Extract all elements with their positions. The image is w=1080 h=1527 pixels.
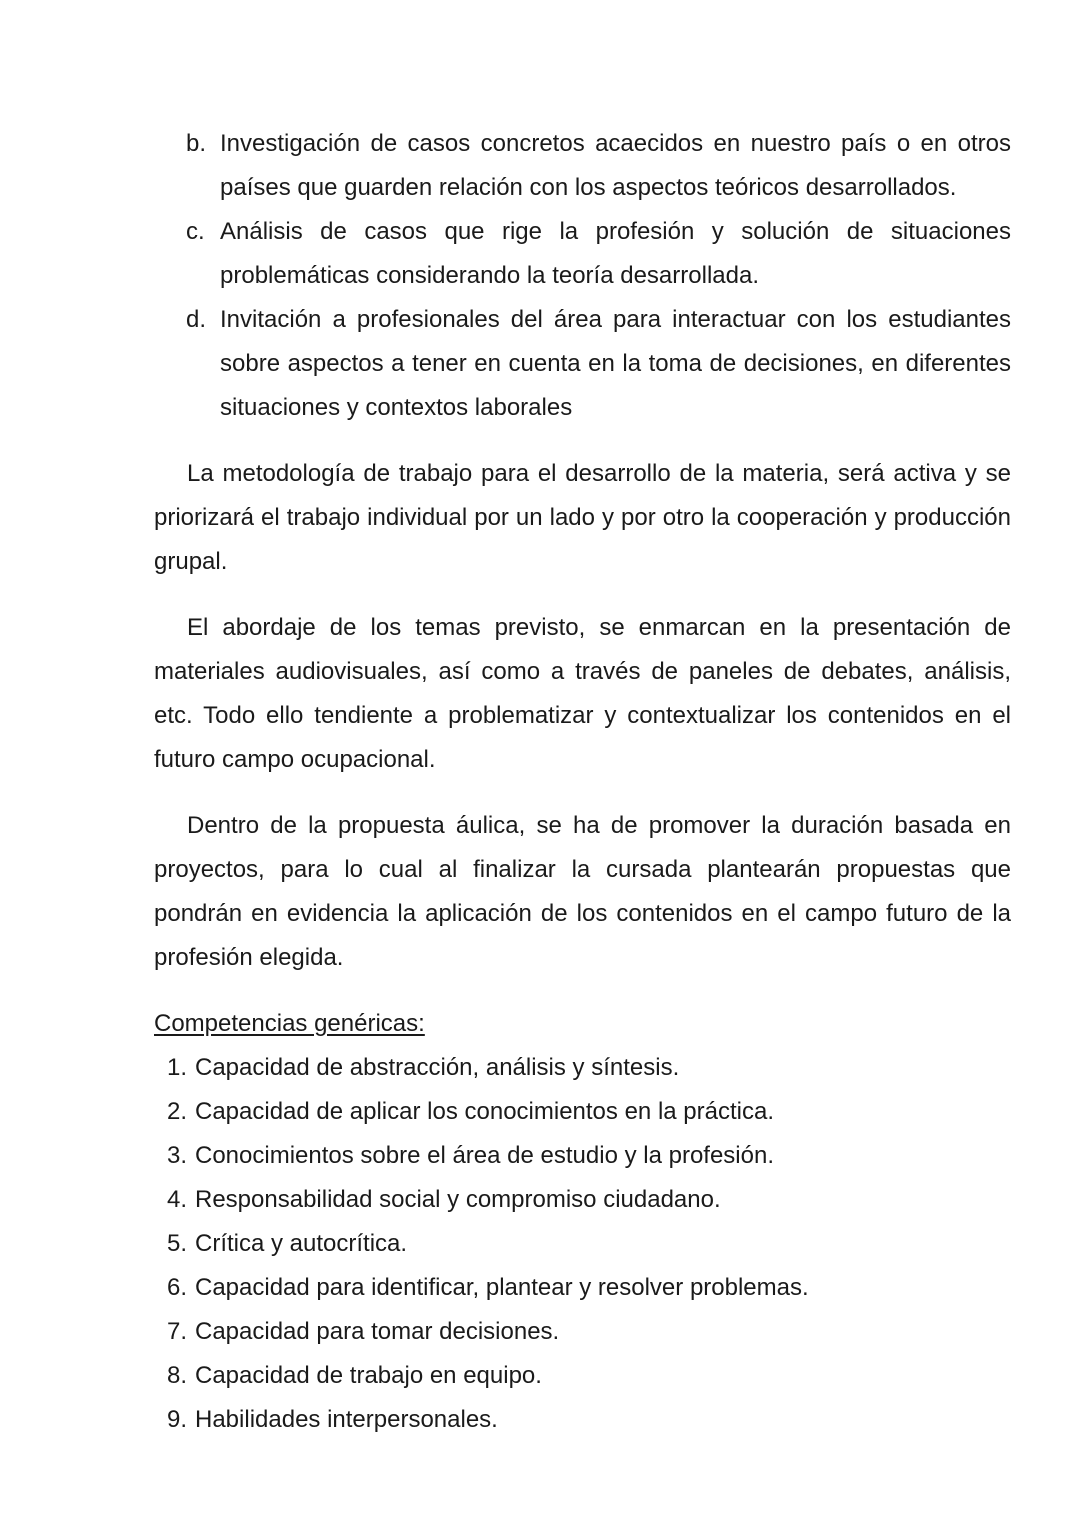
list-marker: 2. xyxy=(167,1098,188,1125)
list-item-text: Crítica y autocrítica. xyxy=(195,1230,408,1257)
activities-lettered-list xyxy=(154,122,1011,430)
list-item-text: Capacidad de abstracción, análisis y síntesis. xyxy=(195,1054,680,1081)
list-marker: 8. xyxy=(167,1362,188,1389)
competencias-heading: Competencias genéricas: xyxy=(154,1010,425,1037)
list-marker: 7. xyxy=(167,1318,188,1345)
list-marker: 1. xyxy=(167,1054,188,1081)
list-marker: 9. xyxy=(167,1406,188,1433)
list-item-text: Análisis de casos que rige la profesión y solución de situaciones problemáticas considerando la teoría desarrollada. xyxy=(220,218,1011,289)
list-item-text: Capacidad para identificar, plantear y resolver problemas. xyxy=(195,1274,809,1301)
page-content xyxy=(154,122,1011,1442)
list-item xyxy=(154,210,1011,298)
list-marker: 4. xyxy=(167,1186,188,1213)
approach-paragraph: El abordaje de los temas previsto, se enmarcan en la presentación de materiales audiovisuales, así como a través de paneles de debates, análisis, etc. Todo ello tendiente a problematizar y contextualizar los contenidos en el futuro campo ocupacional. xyxy=(154,614,1011,773)
list-item-text: Capacidad de trabajo en equipo. xyxy=(195,1362,542,1389)
list-item-text: Responsabilidad social y compromiso ciudadano. xyxy=(195,1186,721,1213)
list-item xyxy=(154,1222,1011,1266)
list-item xyxy=(154,1134,1011,1178)
list-item xyxy=(154,1310,1011,1354)
list-item-text: Habilidades interpersonales. xyxy=(195,1406,498,1433)
list-item xyxy=(154,298,1011,430)
competencias-list xyxy=(154,1046,1011,1442)
list-marker: 3. xyxy=(167,1142,188,1169)
list-item xyxy=(154,1398,1011,1442)
list-item-text: Capacidad de aplicar los conocimientos en la práctica. xyxy=(195,1098,774,1125)
list-item xyxy=(154,122,1011,210)
methodology-paragraph: La metodología de trabajo para el desarrollo de la materia, será activa y se priorizará el trabajo individual por un lado y por otro la cooperación y producción grupal. xyxy=(154,460,1011,575)
list-marker: b. xyxy=(186,130,207,157)
list-marker: 6. xyxy=(167,1274,188,1301)
list-item xyxy=(154,1090,1011,1134)
proposal-paragraph: Dentro de la propuesta áulica, se ha de promover la duración basada en proyectos, para lo cual al finalizar la cursada plantearán propuestas que pondrán en evidencia la aplicación de los contenidos en el campo futuro de la profesión elegida. xyxy=(154,812,1011,971)
list-marker: 5. xyxy=(167,1230,188,1257)
list-item xyxy=(154,1178,1011,1222)
list-item xyxy=(154,1046,1011,1090)
list-item xyxy=(154,1354,1011,1398)
list-marker: c. xyxy=(186,218,205,245)
list-item-text: Invitación a profesionales del área para interactuar con los estudiantes sobre aspectos a tener en cuenta en la toma de decisiones, en diferentes situaciones y contextos laborales xyxy=(220,306,1011,421)
list-item xyxy=(154,1266,1011,1310)
list-marker: d. xyxy=(186,306,207,333)
list-item-text: Investigación de casos concretos acaecidos en nuestro país o en otros países que guarden relación con los aspectos teóricos desarrollados. xyxy=(220,130,1011,201)
list-item-text: Conocimientos sobre el área de estudio y la profesión. xyxy=(195,1142,774,1169)
list-item-text: Capacidad para tomar decisiones. xyxy=(195,1318,560,1345)
